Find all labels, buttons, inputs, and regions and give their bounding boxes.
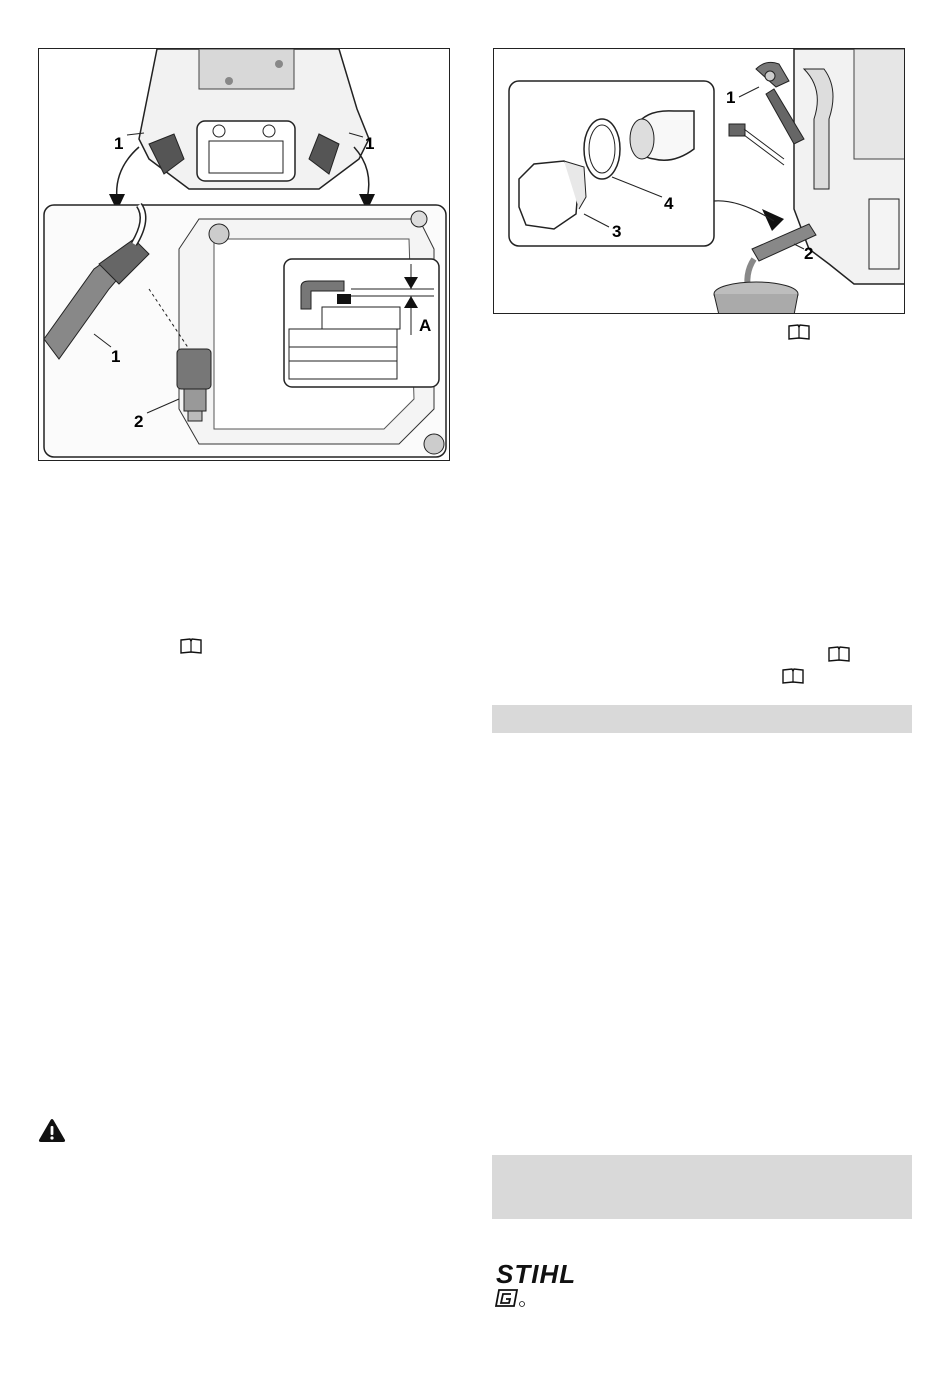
callout-1-left: 1 <box>114 134 124 153</box>
callout-2: 2 <box>804 244 814 263</box>
callout-1: 1 <box>726 88 736 107</box>
spark-plug-illustration <box>39 49 450 461</box>
section-heading-band <box>492 705 912 733</box>
book-icon <box>828 646 850 662</box>
book-icon <box>788 324 810 340</box>
stihl-logo: STIHL <box>496 1259 577 1289</box>
book-icon <box>180 638 202 654</box>
oil-drain-illustration <box>494 49 905 314</box>
inset-label-a: A <box>419 316 432 335</box>
book-icon <box>782 668 804 684</box>
callout-2: 2 <box>134 412 144 431</box>
gs-safety-mark-icon <box>495 1288 527 1308</box>
warning-triangle-icon <box>38 1118 66 1143</box>
callout-3: 3 <box>612 222 622 241</box>
callout-4: 4 <box>664 194 674 213</box>
figure-oil-drain <box>493 48 905 314</box>
notice-band <box>492 1155 912 1219</box>
figure-spark-plug <box>38 48 450 461</box>
callout-1-right: 1 <box>365 134 375 153</box>
callout-1-lower: 1 <box>111 347 121 366</box>
